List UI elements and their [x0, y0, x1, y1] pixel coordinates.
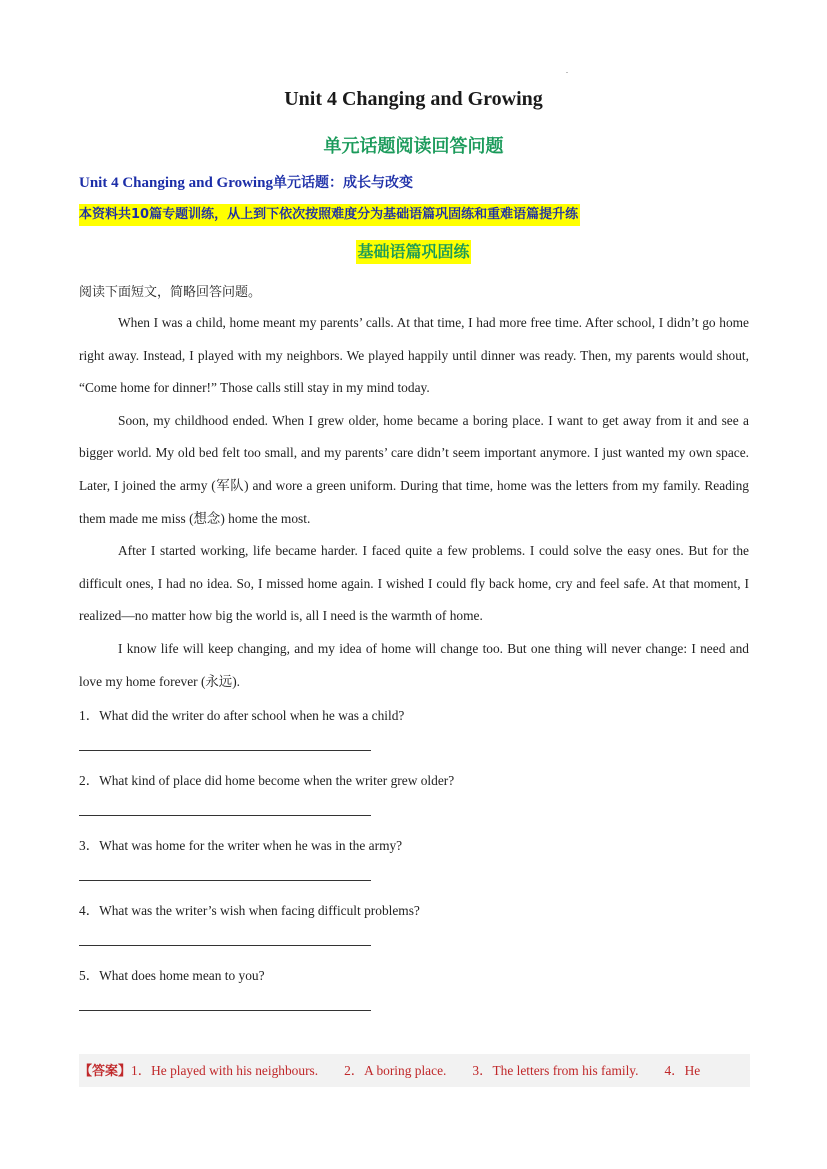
passage-paragraph: When I was a child, home meant my parents’ calls. At that time, I had more free time. After school, I didn’t go home right away. Instead, I played with my neighbors. We played happily until dinner was ready. Then, my parents would shout, “Come home for dinner!” Those calls still stay in my mind today. — [79, 315, 749, 396]
unit-topic-en: Unit 4 Changing and Growing — [79, 175, 273, 191]
unit-topic-cn: 单元话题：成长与改变 — [272, 175, 413, 191]
section-heading-text: 基础语篇巩固练 — [356, 240, 470, 264]
answer-line-4[interactable] — [79, 945, 371, 946]
answer-line-1[interactable] — [79, 750, 371, 751]
passage-paragraph: After I started working, life became harder. I faced quite a few problems. I could solve the easy ones. But for the difficult ones, I had no idea. So, I missed home again. I wished I could fly back home, cry and feel safe. At that moment, I realized—no matter how big the world is, all I need is the warmth of home. — [79, 543, 749, 624]
answer-item: 2．A boring place. — [344, 1063, 447, 1078]
section-heading — [0, 240, 827, 264]
answer-item: 1．He played with his neighbours. — [131, 1063, 319, 1078]
answer-item: 4．He — [664, 1063, 701, 1078]
answer-key — [79, 1054, 750, 1087]
answer-line-5[interactable] — [79, 1010, 371, 1011]
document-title: Unit 4 Changing and Growing — [284, 88, 543, 110]
passage-paragraph: I know life will keep changing, and my idea of home will change too. But one thing will never change: I need and love my home forever (永远). — [79, 640, 749, 689]
question-4: 4．What was the writer’s wish when facing difficult problems? — [79, 903, 420, 918]
reading-instruction: 阅读下面短文，简略回答问题。 — [79, 285, 262, 300]
unit-topic — [79, 172, 413, 192]
intro-note: 本资料共10篇专题训练，从上到下依次按照难度分为基础语篇巩固练和重难语篇提升练 — [79, 204, 580, 226]
document-subtitle: 单元话题阅读回答问题 — [323, 136, 504, 157]
answer-line-2[interactable] — [79, 815, 371, 816]
question-5: 5．What does home mean to you? — [79, 968, 265, 983]
header-dot: . — [566, 66, 568, 75]
question-1: 1．What did the writer do after school when he was a child? — [79, 708, 405, 723]
question-2: 2．What kind of place did home become when the writer grew older? — [79, 773, 455, 788]
answer-item: 3．The letters from his family. — [472, 1063, 639, 1078]
reading-passage — [79, 307, 749, 698]
passage-paragraph: Soon, my childhood ended. When I grew older, home became a boring place. I want to get away from it and see a bigger world. My old bed felt too small, and my parents’ care didn’t seem important anymore. I just wanted my own space. Later, I joined the army (军队) and wore a green uniform. During that time, home was the letters from my family. Reading them made me miss (想念) home the most. — [79, 412, 749, 526]
question-3: 3．What was home for the writer when he was in the army? — [79, 838, 403, 853]
answer-line-3[interactable] — [79, 880, 371, 881]
answer-label: 【答案】 — [79, 1064, 132, 1079]
